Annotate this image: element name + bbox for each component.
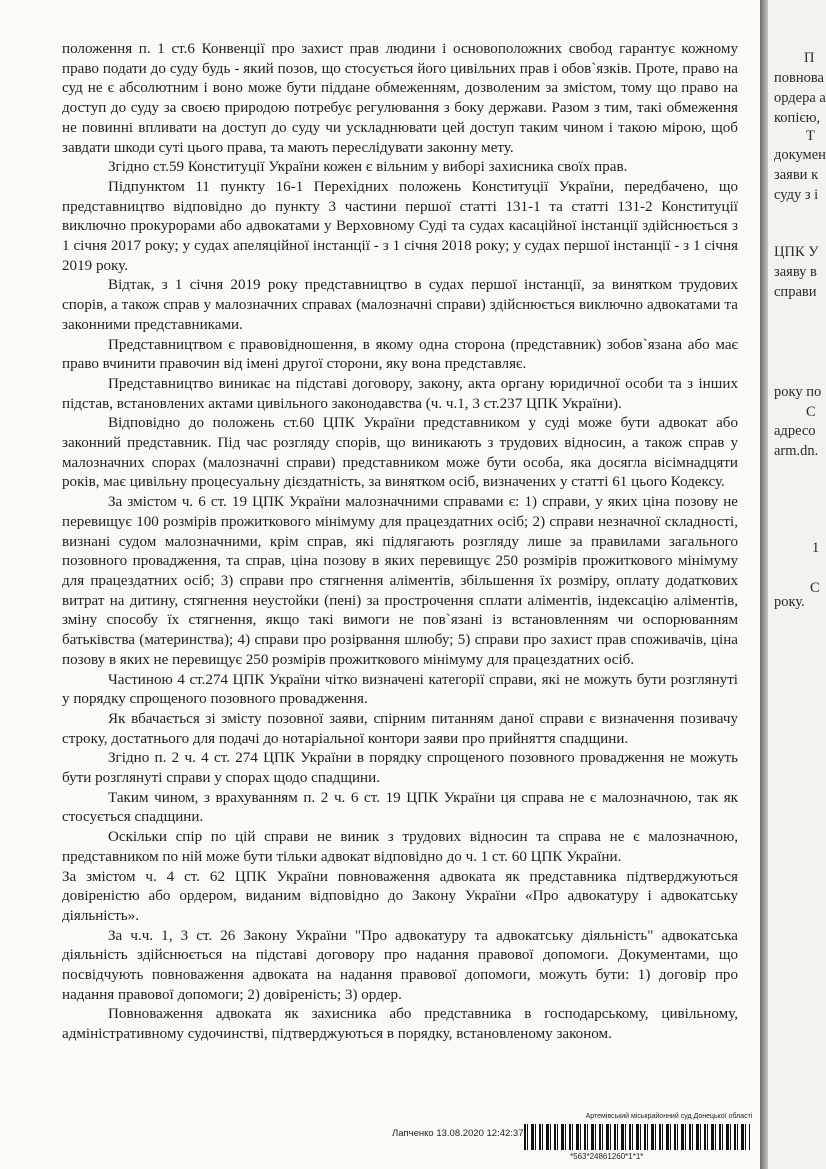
paragraph-3: Підпунктом 11 пункту 16-1 Перехідних положень Конституції України, передбачено, що представництво відповідно до пункту 3 частини першої статті 131-1 та статті 131-2 Конституції виключно прокурорами або адвокатами у Верховному Суді та судах касаційної інстанції здійснюється з 1 січня 2017 року; у судах апеляційної інстанції - з 1 січня 2018 року; у судах першої інстанції - з 1 січня 2019 року. <box>62 178 738 274</box>
side-line-17: С <box>810 580 820 596</box>
paragraph-13: Оскільки спір по цій справи не виник з трудових відносин та справа не є малозначною, представником по ній може бути тільки адвокат відповідно до ч. 1 ст. 60 ЦПК України. <box>62 829 738 865</box>
paragraph-8: За змістом ч. 6 ст. 19 ЦПК України малозначними справами є: 1) справи, у яких ціна позову не перевищує 100 розмірів прожиткового мінімуму для працездатних осіб; 2) справи незначної складності, визнані судом малозначними, крім справ, які підлягають розгляду лише за правилами загального позовного провадження, та справ, ціна позову в яких перевищує 250 розмірів прожиткового мінімуму для працездатних осіб; 3) справи про стягнення аліментів, збільшення їх розміру, оплату додаткових витрат на дитину, стягнення неустойки (пені) за прострочення сплати аліментів, індексацію аліментів, зміну способу їх стягнення, якщо такі вимоги не пов`язані із встановленням чи оспорюванням батьківства (материнства); 4) справи про розірвання шлюбу; 5) справи про захист прав споживачів, ціна позову в яких не перевищує 250 розмірів прожиткового мінімуму для працездатних осіб. <box>62 494 738 668</box>
side-line-9: ЦПК У <box>774 244 819 260</box>
side-line-8: суду з і <box>774 187 819 203</box>
paragraph-5: Представництвом є правовідношення, в якому одна сторона (представник) зобов`язана або має право вчинити правочин від імені другої сторони, яку вона представляє. <box>62 336 738 373</box>
paragraph-16: Повноваження адвоката як захисника або представника в господарському, цивільному, адміністративному судочинстві, підтверджуються в порядку, встановленому законом. <box>62 1006 738 1043</box>
court-name: Артемівський міськрайонний суд Донецької області <box>585 1113 753 1120</box>
side-line-12: року по <box>774 384 822 400</box>
side-line-4: копією, <box>774 110 821 126</box>
paragraph-1: положення п. 1 ст.6 Конвенції про захист прав людини і основоположних свобод гарантує кожному право подати до суду будь - який позов, що стосується його цивільних прав і обов`язків. Проте, право на суд не є абсолютним і воно може бути піддане обмеженням, дозволеним за змістом, тому що право на доступ до суду за своєю природою потребує регулювання з боку держави. Разом з тим, такі обмеження не повинні впливати на доступ до суду чи ускладнювати цей доступ таким чином і такою мірою, щоб завдати шкоди суті цього права, та мають переслідувати законну мету. <box>62 41 738 156</box>
barcode-icon <box>524 1124 750 1150</box>
side-line-13: С <box>806 404 816 420</box>
page-gutter <box>760 0 768 1169</box>
paragraph-15: За ч.ч. 1, 3 ст. 26 Закону України "Про адвокатуру та адвокатську діяльність" адвокатська діяльність здійснюється на підставі договору про надання правової допомоги. Документами, що посвідчують повноваження адвоката на надання правової допомоги, можуть бути: 1) договір про надання правової допомоги; 2) довіреність; 3) ордер. <box>62 927 738 1003</box>
document-body <box>62 40 738 1045</box>
paragraph-6: Представництво виникає на підставі договору, закону, акта органу юридичної особи та з інших підстав, встановлених актами цивільного законодавства (ч. ч.1, 3 ст.237 ЦПК України). <box>62 375 738 412</box>
registration-stamp <box>392 1112 758 1166</box>
side-line-6: докумен <box>774 147 826 163</box>
barcode-number: *563*24861260*1*1* <box>570 1152 644 1161</box>
paragraph-10: Як вбачається зі змісту позовної заяви, спірним питанням даної справи є визначення позивачу строку, достатнього для подачі до нотаріальної контори заяви про прийняття спадщини. <box>62 710 738 747</box>
side-line-1: П <box>804 50 815 66</box>
side-line-10: заяву в <box>774 264 817 280</box>
paragraph-14: За змістом ч. 4 ст. 62 ЦПК України повноваження адвоката як представника підтверджуються довіреністю або ордером, виданим відповідно до Закону України «Про адвокатуру і адвокатську діяльність». <box>62 868 738 924</box>
side-line-2: повнова <box>774 70 824 86</box>
stamp-text: Лапченко 13.08.2020 12:42:37 <box>392 1128 524 1139</box>
side-line-7: заяви к <box>774 167 819 183</box>
paragraph-12: Таким чином, з врахуванням п. 2 ч. 6 ст. 19 ЦПК України ця справа не є малозначною, так як стосується спадщини. <box>62 789 738 826</box>
side-line-14: адресо <box>774 423 816 439</box>
adjacent-page <box>760 0 826 1169</box>
paragraph-2: Згідно ст.59 Конституції України кожен є вільним у виборі захисника своїх прав. <box>108 159 628 176</box>
side-line-16: 1 <box>812 540 820 556</box>
paragraph-4: Відтак, з 1 січня 2019 року представництво в судах першої інстанції, за винятком трудових спорів, а також справ у малозначних справах (малозначні справи) здійснюється виключно адвокатами та законними представниками. <box>62 277 738 333</box>
side-line-5: Т <box>806 128 815 144</box>
side-line-11: справи <box>774 284 817 300</box>
side-line-18: року. <box>774 594 805 610</box>
paragraph-7: Відповідно до положень ст.60 ЦПК України представником у суді може бути адвокат або законний представник. Під час розгляду спорів, що виникають з трудових відносин, а також справ у малозначних спорах (малозначні справи) представником може бути особа, яка досягла вісімнадцяти років, має цивільну процесуальну дієздатність, за винятком осіб, визначених у статті 61 цього Кодексу. <box>62 415 738 491</box>
paragraph-9: Частиною 4 ст.274 ЦПК України чітко визначені категорії справи, які не можуть бути розглянуті у порядку спрощеного позовного провадження. <box>62 671 738 708</box>
side-line-15: arm.dn. <box>774 443 819 459</box>
side-line-3: ордера а <box>774 90 826 106</box>
paragraph-11: Згідно п. 2 ч. 4 ст. 274 ЦПК України в порядку спрощеного позовного провадження не можуть бути розглянуті справи у спорах щодо спадщини. <box>62 750 738 787</box>
